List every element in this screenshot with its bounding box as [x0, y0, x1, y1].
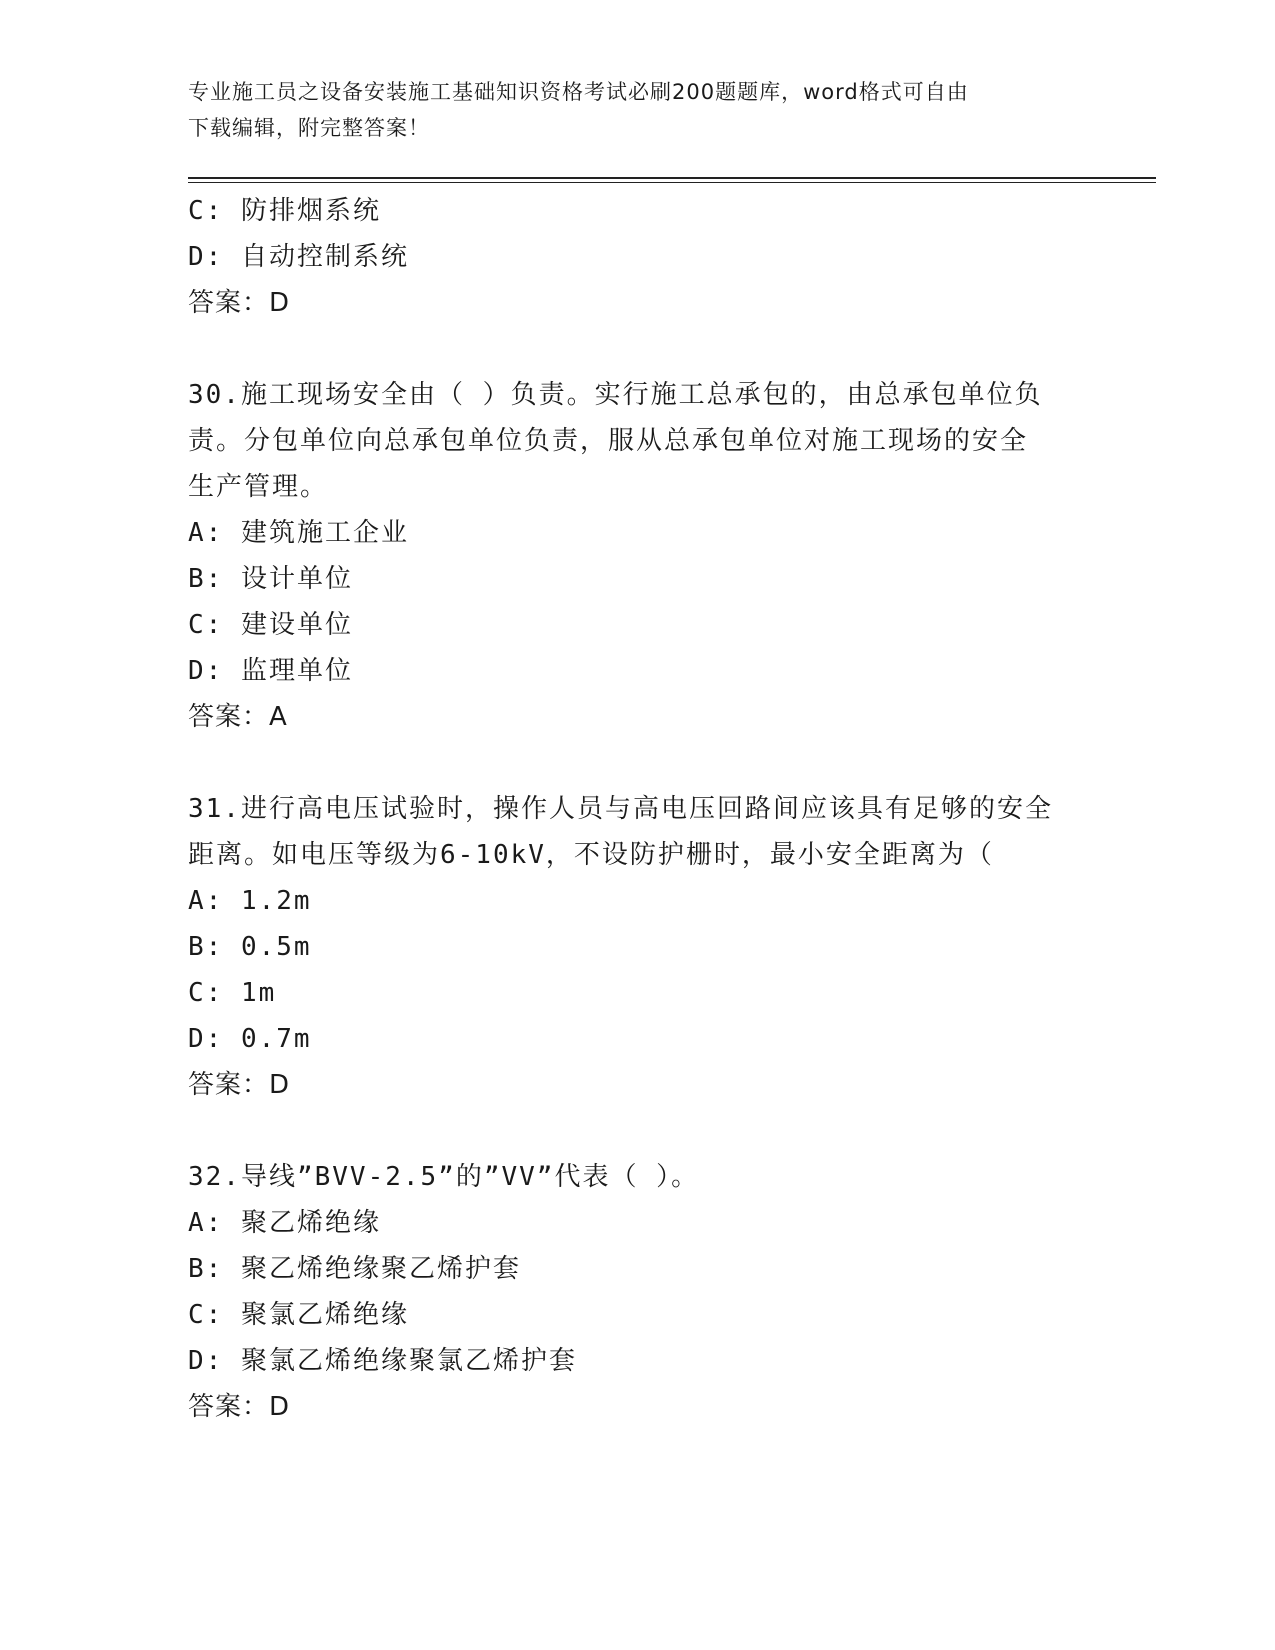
question-stem-line: 距离。如电压等级为6-10kV，不设防护栅时，最小安全距离为（	[188, 840, 994, 870]
question-31	[188, 786, 1088, 1108]
question-stem-line: 生产管理。	[188, 472, 329, 502]
spacer	[188, 1108, 1088, 1154]
question-content	[188, 188, 1088, 1430]
option-b: B: 0.5m	[188, 932, 312, 962]
header-divider-thick	[188, 177, 1156, 179]
answer-line: 答案：A	[188, 702, 288, 732]
option-a: A: 1.2m	[188, 886, 312, 916]
option-c: C: 1m	[188, 978, 277, 1008]
answer-line: 答案：D	[188, 1392, 291, 1422]
question-30	[188, 372, 1088, 740]
option-d: D: 0.7m	[188, 1024, 312, 1054]
option-c: C: 建设单位	[188, 610, 353, 640]
spacer	[188, 326, 1088, 372]
continued-question	[188, 188, 1088, 326]
header-line-1: 专业施工员之设备安装施工基础知识资格考试必刷200题题库，word格式可自由	[188, 80, 969, 104]
option-d: D: 聚氯乙烯绝缘聚氯乙烯护套	[188, 1346, 577, 1376]
header-divider-thin	[188, 182, 1156, 183]
question-stem-line: 30.施工现场安全由（ ）负责。实行施工总承包的，由总承包单位负	[188, 380, 1043, 410]
header-line-2: 下载编辑，附完整答案！	[188, 116, 430, 140]
option-b: B: 聚乙烯绝缘聚乙烯护套	[188, 1254, 521, 1284]
option-b: B: 设计单位	[188, 564, 353, 594]
option-d: D: 自动控制系统	[188, 242, 409, 272]
option-d: D: 监理单位	[188, 656, 353, 686]
question-stem-line: 责。分包单位向总承包单位负责，服从总承包单位对施工现场的安全	[188, 426, 1029, 456]
answer-line: 答案：D	[188, 288, 291, 318]
option-a: A: 建筑施工企业	[188, 518, 409, 548]
page-header	[188, 74, 1068, 146]
option-c: C: 聚氯乙烯绝缘	[188, 1300, 409, 1330]
option-c: C: 防排烟系统	[188, 196, 381, 226]
answer-line: 答案：D	[188, 1070, 291, 1100]
question-stem-line: 32.导线”BVV-2.5”的”VV”代表（ ）。	[188, 1162, 700, 1192]
question-stem-line: 31.进行高电压试验时，操作人员与高电压回路间应该具有足够的安全	[188, 794, 1053, 824]
spacer	[188, 740, 1088, 786]
option-a: A: 聚乙烯绝缘	[188, 1208, 381, 1238]
question-32	[188, 1154, 1088, 1430]
